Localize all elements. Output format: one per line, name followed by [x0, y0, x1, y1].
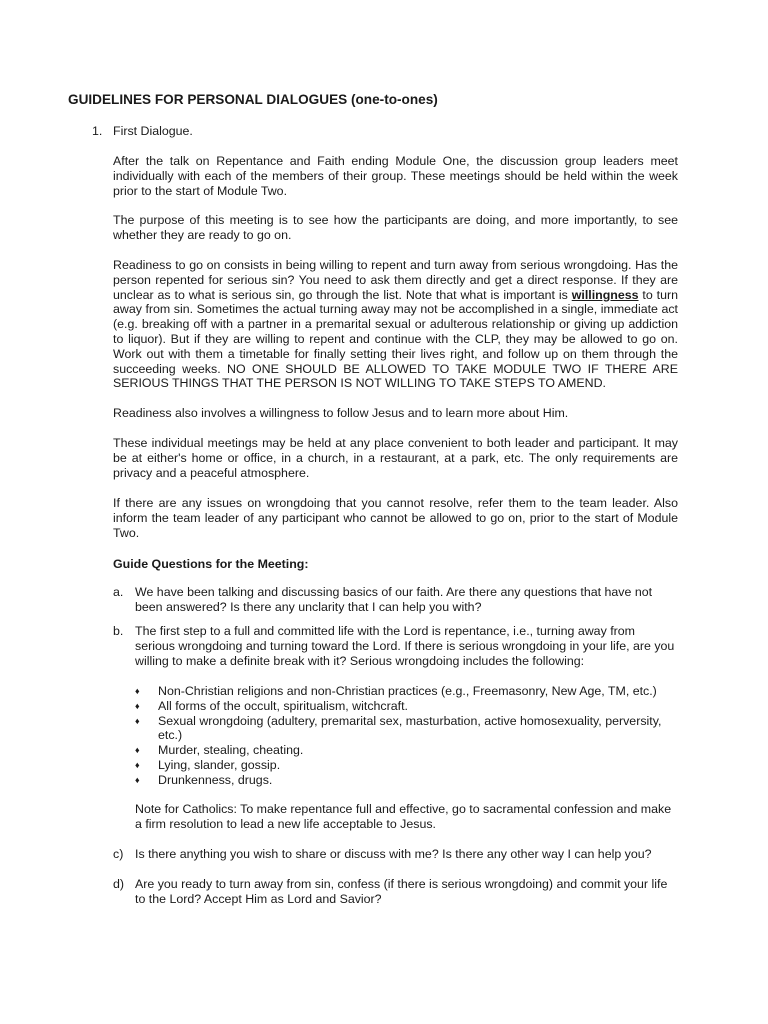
question-c-marker: c)	[113, 847, 124, 861]
question-b-text: The first step to a full and committed life with the Lord is repentance, i.e., turning away from serious wrongdoing and turning toward the Lord. If there is serious wrongdoing in your life, are you willing to make a definite break with it? Serious wrongdoing includes the following:	[135, 624, 675, 668]
paragraph-team-leader: If there are any issues on wrongdoing that you cannot resolve, refer them to the team leader. Also inform the team leader of any participant who cannot be allowed to go on, prior to the start of Module Two.	[113, 496, 678, 540]
list-item-text: Non-Christian religions and non-Christian practices (e.g., Freemasonry, New Age, TM, etc.)	[158, 684, 657, 698]
serious-wrongdoing-list	[135, 684, 678, 788]
paragraph-module-timing: After the talk on Repentance and Faith ending Module One, the discussion group leaders meet individually with each of the members of their group. These meetings should be held within the week prior to the start of Module Two.	[113, 154, 678, 198]
diamond-bullet-icon: ♦	[135, 759, 140, 770]
diamond-bullet-icon: ♦	[135, 686, 140, 696]
willingness-emphasis: willingness	[571, 287, 639, 302]
list-item	[135, 699, 678, 714]
question-a-text: We have been talking and discussing basics of our faith. Are there any questions that have not been answered? Is there any unclarity that I can help you with?	[135, 585, 653, 614]
diamond-bullet-icon: ♦	[135, 774, 140, 785]
document-title: GUIDELINES FOR PERSONAL DIALOGUES (one-to-ones)	[68, 92, 438, 107]
diamond-bullet-icon: ♦	[135, 700, 140, 711]
diamond-bullet-icon: ♦	[135, 745, 140, 756]
question-b-marker: b.	[113, 624, 124, 638]
diamond-bullet-icon: ♦	[135, 715, 140, 726]
list-item	[135, 684, 678, 699]
section-number: 1.	[92, 124, 103, 138]
catholic-note: Note for Catholics: To make repentance full and effective, go to sacramental confession and make a firm resolution to lead a new life acceptable to Jesus.	[135, 802, 672, 831]
paragraph-readiness	[113, 258, 678, 391]
paragraph-meeting-place: These individual meetings may be held at any place convenient to both leader and participant. It may be at either's home or office, in a church, in a restaurant, at a park, etc. The only requirements are privacy and a peaceful atmosphere.	[113, 436, 678, 480]
guide-questions-heading: Guide Questions for the Meeting:	[113, 557, 309, 571]
list-item-text: Lying, slander, gossip.	[158, 757, 281, 772]
paragraph-readiness-text-end: to turn away from sin. Sometimes the actual turning away may not be accomplished in a single, immediate act (e.g. breaking off with a partner in a premarital sexual or adulterous relationship or giving up addiction to liquor). But if they are willing to repent and continue with the CLP, they may be allowed to go on. Work out with them a timetable for finally setting their lives right, and follow up on them through the succeeding weeks. NO ONE SHOULD BE ALLOWED TO TAKE MODULE TWO IF THERE ARE SERIOUS THINGS THAT THE PERSON IS NOT WILLING TO TAKE STEPS TO AMEND.	[113, 287, 678, 391]
question-a-marker: a.	[113, 585, 124, 599]
paragraph-readiness-text-start: Readiness to go on consists in being willing to repent and turn away from serious wrongdoing. Has the person repented for serious sin? You need to ask them directly and get a direct response. If they are unclear as to what is serious sin, go through the list. Note that what is important is	[113, 258, 678, 302]
list-item-text: Drunkenness, drugs.	[158, 772, 273, 787]
list-item-text: Sexual wrongdoing (adultery, premarital sex, masturbation, active homosexuality, perversity, etc.)	[158, 713, 662, 743]
question-d-marker: d)	[113, 877, 125, 891]
section-heading: First Dialogue.	[113, 124, 193, 138]
question-c-text: Is there anything you wish to share or discuss with me? Is there any other way I can help you?	[135, 847, 652, 861]
paragraph-readiness-follow-jesus: Readiness also involves a willingness to follow Jesus and to learn more about Him.	[113, 406, 569, 420]
list-item-text: Murder, stealing, cheating.	[158, 743, 304, 758]
list-item	[135, 758, 678, 773]
list-item	[135, 773, 678, 788]
paragraph-purpose: The purpose of this meeting is to see how the participants are doing, and more importantly, to see whether they are ready to go on.	[113, 213, 678, 242]
list-item	[135, 743, 678, 758]
list-item	[135, 714, 678, 744]
question-d-text: Are you ready to turn away from sin, confess (if there is serious wrongdoing) and commit your life to the Lord? Accept Him as Lord and Savior?	[135, 877, 668, 906]
list-item-text: All forms of the occult, spiritualism, witchcraft.	[158, 698, 408, 713]
